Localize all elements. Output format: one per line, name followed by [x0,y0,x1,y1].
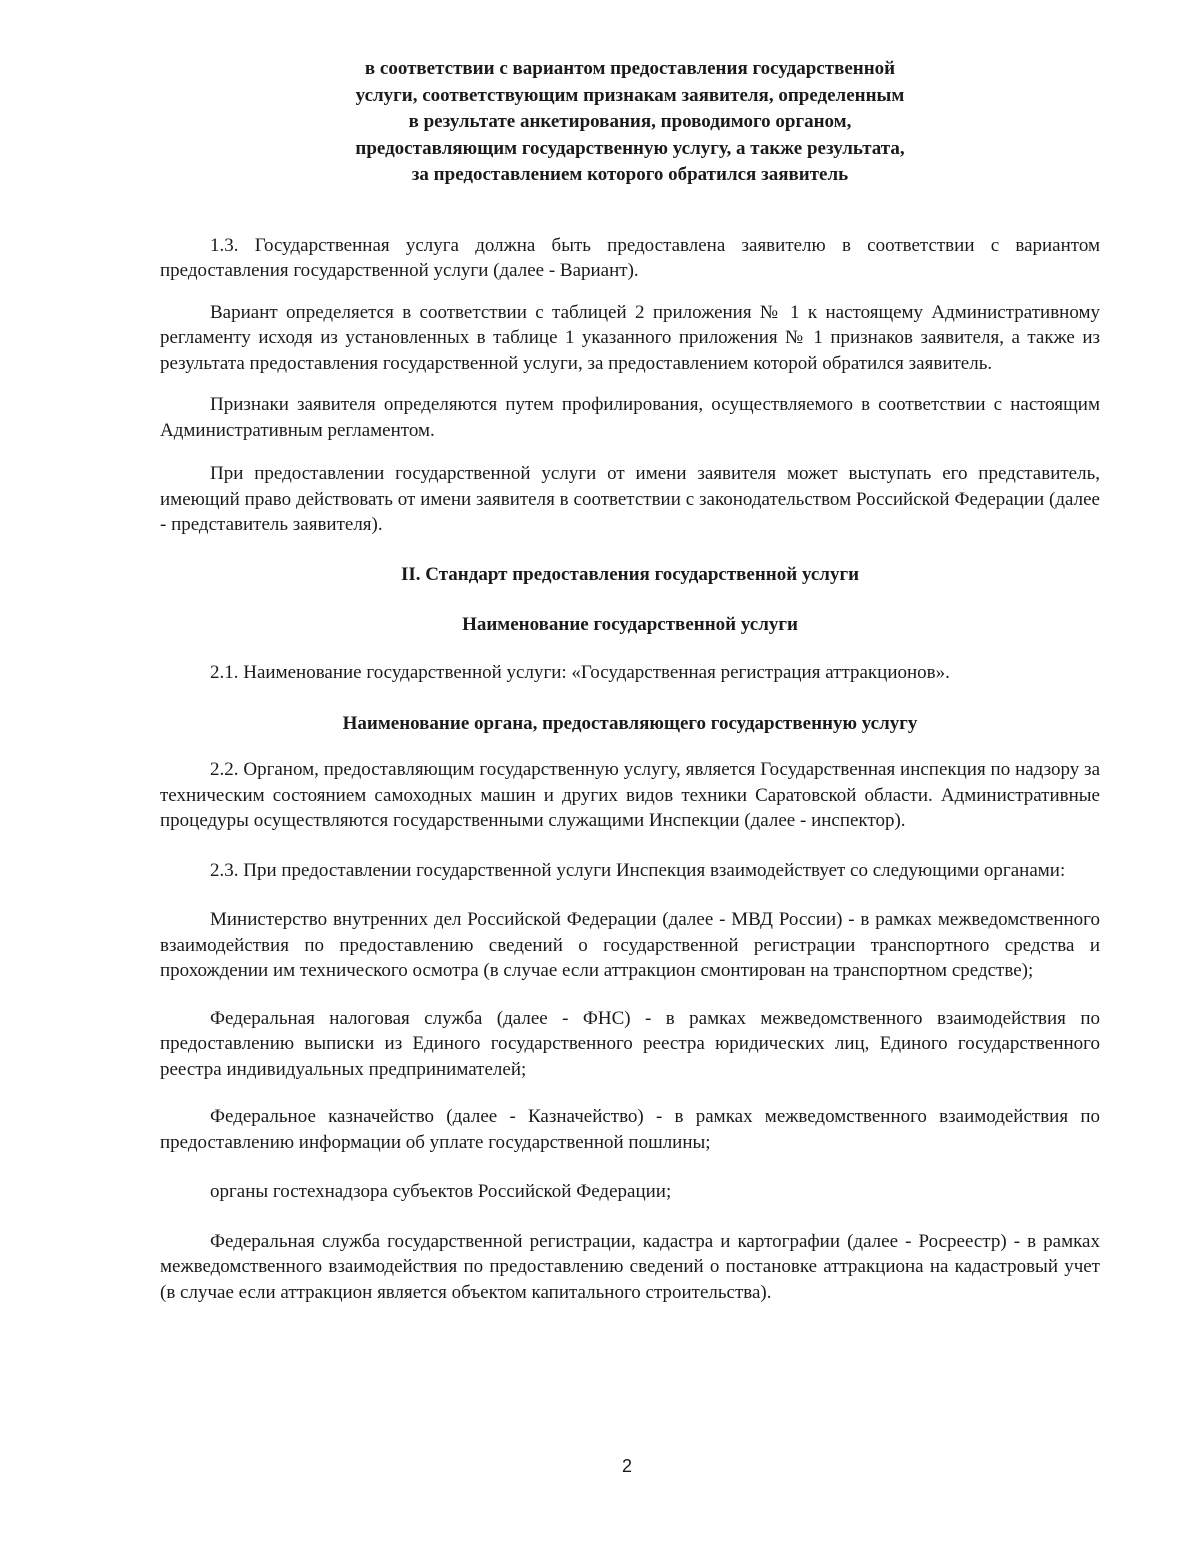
paragraph-2-3: 2.3. При предоставлении государственной услуги Инспекция взаимодействует со следующими органами: [210,859,1066,881]
paragraph-mvd: Министерство внутренних дел Российской Федерации (далее - МВД России) - в рамках межведомственного взаимодействия по предоставлению сведений о государственной регистрации транспортного средства и прохождении им технического осмотра (в случае если аттракцион смонтирован на транспортном средстве); [160,909,1100,981]
heading-line: в результате анкетирования, проводимого органом, [408,111,852,132]
heading-line: в соответствии с вариантом предоставления государственной [364,58,896,79]
paragraph-treasury: Федеральное казначейство (далее - Казначейство) - в рамках межведомственного взаимодействия по предоставлению информации об уплате государственной пошлины; [160,1106,1100,1153]
heading-line: предоставляющим государственную услугу, а также результата, [355,137,905,159]
paragraph-representative: При предоставлении государственной услуги от имени заявителя может выступать его представитель, имеющий право действовать от имени заявителя в соответствии с законодательством Российской Федерации (далее - представитель заявителя). [160,463,1100,535]
paragraph-variant: Вариант определяется в соответствии с таблицей 2 приложения № 1 к настоящему Административному регламенту исходя из установленных в таблице 1 указанного приложения № 1 признаков заявителя, а также из результата предоставления государственной услуги, за предоставлением которой обратился заявитель. [160,301,1100,374]
paragraph-fns: Федеральная налоговая служба (далее - ФНС) - в рамках межведомственного взаимодействия по предоставлению выписки из Единого государственного реестра юридических лиц, Единого государственного реестра индивидуальных предпринимателей; [160,1007,1100,1080]
subsection-organ-title: Наименование органа, предоставляющего государственную услугу [342,713,918,734]
paragraph-gostekhnadzor: органы гостехнадзора субъектов Российской Федерации; [210,1181,672,1202]
heading-line: за предоставлением которого обратился заявитель [411,164,849,185]
paragraph-applicant-features: Признаки заявителя определяются путем профилирования, осуществляемого в соответствии с настоящим Административным регламентом. [160,394,1100,441]
paragraph-rosreestr: Федеральная служба государственной регистрации, кадастра и картографии (далее - Росреестр) - в рамках межведомственного взаимодействия по предоставлению сведений о постановке аттракциона на кадастровый учет (в случае если аттракцион является объектом капитального строительства). [160,1230,1100,1303]
paragraph-2-1: 2.1. Наименование государственной услуги: «Государственная регистрация аттракционов». [210,661,950,683]
paragraph-1-3: 1.3. Государственная услуга должна быть предоставлена заявителю в соответствии с вариантом предоставления государственной услуги (далее - Вариант). [160,234,1100,281]
section-2-title: II. Стандарт предоставления государственной услуги [400,563,860,585]
paragraph-2-2: 2.2. Органом, предоставляющим государственную услугу, является Государственная инспекция по надзору за техническим состоянием самоходных машин и других видов техники Саратовской области. Административные процедуры осуществляются государственными служащими Инспекции (далее - инспектор). [160,759,1100,831]
heading-line: услуги, соответствующим признакам заявителя, определенным [355,84,905,106]
document-page [160,56,1100,1305]
document-heading [160,56,1070,189]
page-number: 2 [621,1456,632,1476]
subsection-service-name-title: Наименование государственной услуги [462,613,798,635]
